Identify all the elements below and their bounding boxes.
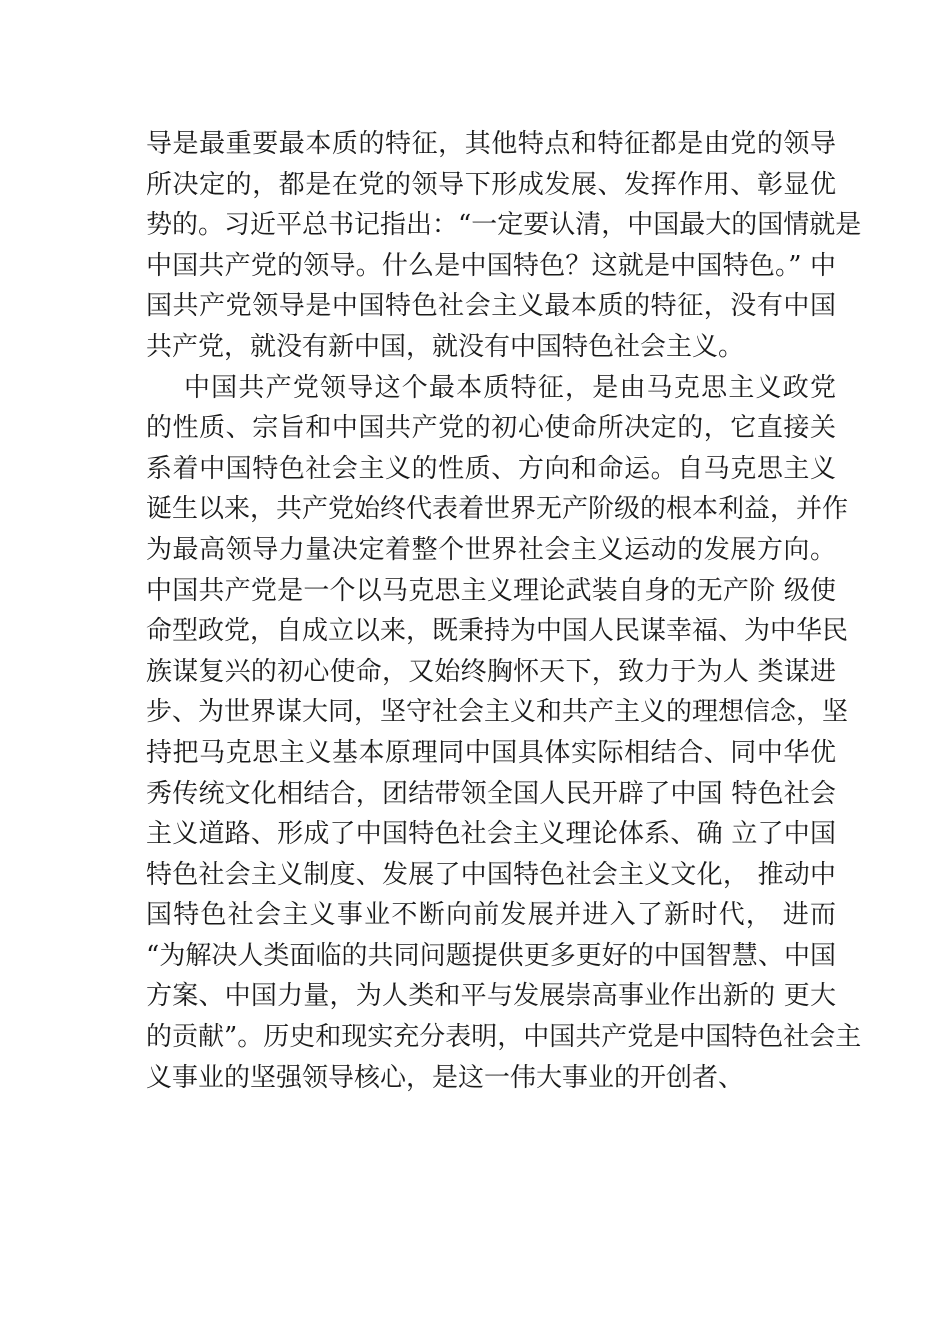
text-line: 中国共产党的领导。什么是中国特色？这就是中国特色。” 中 <box>146 250 836 281</box>
text-line: 义事业的坚强领导核心，是这一伟大事业的开创者、 <box>146 1062 745 1093</box>
text-line: 步、为世界谋大同，坚守社会主义和共产主义的理想信念，坚 <box>146 697 849 728</box>
text-line: 的性质、宗旨和中国共产党的初心使命所决定的，它直接关 <box>146 413 836 444</box>
text-line: “为解决人类面临的共同问题提供更多更好的中国智慧、中国 <box>146 940 836 971</box>
text-line: 国共产党领导是中国特色社会主义最本质的特征，没有中国 <box>146 291 836 322</box>
text-line: 主义道路、形成了中国特色社会主义理论体系、确 立了中国 <box>146 819 836 850</box>
text-line: 秀传统文化相结合，团结带领全国人民开辟了中国 特色社会 <box>146 778 836 809</box>
text-line: 所决定的，都是在党的领导下形成发展、发挥作用、彰显优 <box>146 169 836 200</box>
text-line: 方案、中国力量，为人类和平与发展崇高事业作出新的 更大 <box>146 981 836 1012</box>
text-line: 系着中国特色社会主义的性质、方向和命运。自马克思主义 <box>146 453 836 484</box>
text-line: 的贡献”。历史和现实充分表明，中国共产党是中国特色社会主 <box>146 1022 862 1053</box>
text-line: 持把马克思主义基本原理同中国具体实际相结合、同中华优 <box>146 737 836 768</box>
text-line: 势的。习近平总书记指出：“一定要认清，中国最大的国情就是 <box>146 210 862 241</box>
text-line: 导是最重要最本质的特征，其他特点和特征都是由党的领导 <box>146 129 836 159</box>
text-line: 共产党，就没有新中国，就没有中国特色社会主义。 <box>146 331 745 362</box>
text-line: 族谋复兴的初心使命，又始终胸怀天下，致力于为人 类谋进 <box>146 656 836 687</box>
text-line: 中国共产党领导这个最本质特征，是由马克思主义政党 <box>146 372 836 403</box>
text-line: 国特色社会主义事业不断向前发展并进入了新时代， 进而 <box>146 900 836 931</box>
text-line: 为最高领导力量决定着整个世界社会主义运动的发展方向。 <box>146 534 836 565</box>
text-line: 命型政党，自成立以来，既秉持为中国人民谋幸福、为中华民 <box>146 616 849 647</box>
text-line: 特色社会主义制度、发展了中国特色社会主义文化， 推动中 <box>146 859 836 890</box>
text-line: 诞生以来，共产党始终代表着世界无产阶级的根本利益，并作 <box>146 494 849 525</box>
body-text <box>146 124 862 1098</box>
text-line: 中国共产党是一个以马克思主义理论武装自身的无产阶 级使 <box>146 575 836 606</box>
